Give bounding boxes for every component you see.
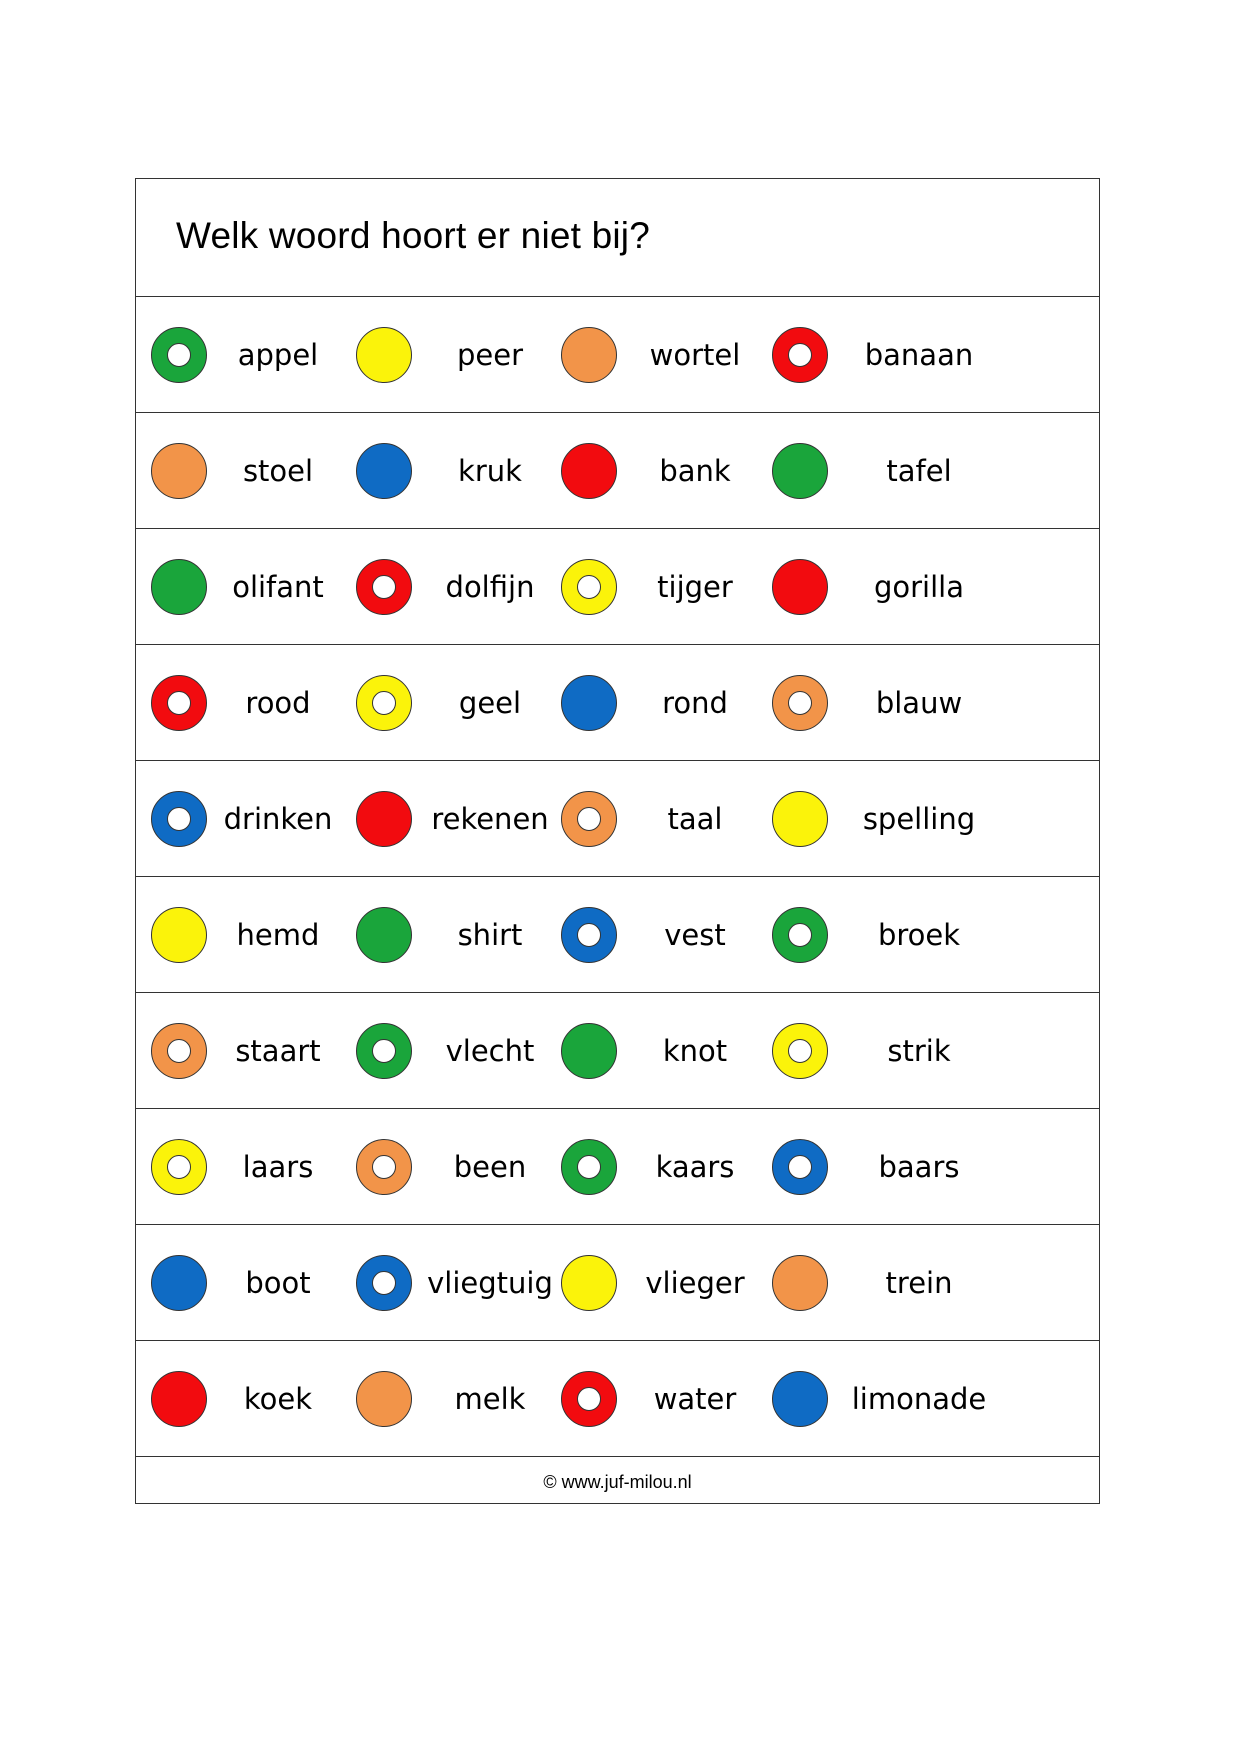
- red-ring-marker: [356, 559, 412, 615]
- blue-solid-marker: [772, 1371, 828, 1427]
- word-label: been: [453, 1149, 527, 1184]
- ring-hole: [167, 807, 191, 831]
- word-label: staart: [235, 1033, 321, 1068]
- word-label: taal: [667, 801, 723, 836]
- red-ring-marker: [772, 327, 828, 383]
- ring-hole: [788, 343, 812, 367]
- orange-ring-marker: [561, 791, 617, 847]
- ring-hole: [577, 1387, 601, 1411]
- word-label: melk: [454, 1381, 526, 1416]
- word-label: koek: [243, 1381, 313, 1416]
- ring-hole: [167, 1039, 191, 1063]
- word-label: blauw: [875, 685, 963, 720]
- ring-hole: [788, 1039, 812, 1063]
- word-label: stoel: [242, 453, 314, 488]
- ring-hole: [372, 1039, 396, 1063]
- blue-solid-marker: [356, 443, 412, 499]
- word-label: geel: [458, 685, 522, 720]
- yellow-solid-marker: [356, 327, 412, 383]
- word-row: [136, 297, 1099, 413]
- yellow-ring-marker: [561, 559, 617, 615]
- word-label: wortel: [649, 337, 741, 372]
- word-row: [136, 645, 1099, 761]
- ring-hole: [788, 691, 812, 715]
- word-row: [136, 761, 1099, 877]
- red-solid-marker: [561, 443, 617, 499]
- word-label: broek: [877, 917, 961, 952]
- word-label: olifant: [232, 569, 324, 604]
- word-label: boot: [245, 1265, 311, 1300]
- word-label: vest: [664, 917, 726, 952]
- orange-ring-marker: [356, 1139, 412, 1195]
- red-ring-marker: [561, 1371, 617, 1427]
- word-label: laars: [242, 1149, 314, 1184]
- orange-solid-marker: [772, 1255, 828, 1311]
- blue-solid-marker: [561, 675, 617, 731]
- ring-hole: [167, 691, 191, 715]
- ring-hole: [788, 923, 812, 947]
- ring-hole: [577, 807, 601, 831]
- word-label: gorilla: [873, 569, 965, 604]
- blue-ring-marker: [356, 1255, 412, 1311]
- word-label: knot: [662, 1033, 728, 1068]
- word-label: rond: [662, 685, 728, 720]
- word-label: rood: [245, 685, 311, 720]
- ring-hole: [167, 343, 191, 367]
- word-label: baars: [878, 1149, 960, 1184]
- word-label: shirt: [457, 917, 523, 952]
- word-label: appel: [237, 337, 319, 372]
- footer-row: [136, 1457, 1099, 1507]
- word-row: [136, 1225, 1099, 1341]
- ring-hole: [372, 575, 396, 599]
- red-solid-marker: [772, 559, 828, 615]
- green-ring-marker: [356, 1023, 412, 1079]
- red-solid-marker: [356, 791, 412, 847]
- green-ring-marker: [772, 907, 828, 963]
- yellow-ring-marker: [772, 1023, 828, 1079]
- word-label: spelling: [862, 801, 976, 836]
- green-solid-marker: [356, 907, 412, 963]
- green-ring-marker: [561, 1139, 617, 1195]
- word-label: trein: [885, 1265, 953, 1300]
- ring-hole: [372, 1271, 396, 1295]
- word-label: vlecht: [445, 1033, 535, 1068]
- title-row: [136, 179, 1099, 297]
- yellow-solid-marker: [772, 791, 828, 847]
- ring-hole: [372, 1155, 396, 1179]
- word-label: hemd: [236, 917, 320, 952]
- worksheet: [135, 178, 1100, 1504]
- word-row: [136, 413, 1099, 529]
- ring-hole: [577, 575, 601, 599]
- word-label: tijger: [657, 569, 733, 604]
- word-label: kaars: [655, 1149, 735, 1184]
- yellow-solid-marker: [561, 1255, 617, 1311]
- page-title: Welk woord hoort er niet bij?: [176, 215, 651, 256]
- word-label: water: [653, 1381, 737, 1416]
- word-row: [136, 993, 1099, 1109]
- blue-ring-marker: [561, 907, 617, 963]
- word-row: [136, 1341, 1099, 1457]
- ring-hole: [577, 923, 601, 947]
- word-row: [136, 877, 1099, 993]
- word-label: strik: [887, 1033, 951, 1068]
- blue-ring-marker: [772, 1139, 828, 1195]
- green-solid-marker: [561, 1023, 617, 1079]
- word-label: limonade: [851, 1381, 987, 1416]
- orange-solid-marker: [356, 1371, 412, 1427]
- word-label: tafel: [886, 453, 952, 488]
- word-label: vliegtuig: [427, 1265, 553, 1300]
- ring-hole: [372, 691, 396, 715]
- green-solid-marker: [772, 443, 828, 499]
- word-label: drinken: [223, 801, 333, 836]
- word-label: peer: [456, 337, 523, 372]
- word-label: bank: [659, 453, 731, 488]
- yellow-ring-marker: [356, 675, 412, 731]
- orange-ring-marker: [772, 675, 828, 731]
- word-label: kruk: [458, 453, 522, 488]
- word-label: banaan: [864, 337, 974, 372]
- ring-hole: [577, 1155, 601, 1179]
- word-label: rekenen: [431, 801, 549, 836]
- ring-hole: [788, 1155, 812, 1179]
- word-label: dolfijn: [445, 569, 535, 604]
- word-row: [136, 1109, 1099, 1225]
- ring-hole: [167, 1155, 191, 1179]
- copyright-text: © www.juf-milou.nl: [543, 1471, 692, 1492]
- word-label: vlieger: [645, 1265, 745, 1300]
- word-row: [136, 529, 1099, 645]
- word-rows: [136, 297, 1099, 1457]
- orange-solid-marker: [561, 327, 617, 383]
